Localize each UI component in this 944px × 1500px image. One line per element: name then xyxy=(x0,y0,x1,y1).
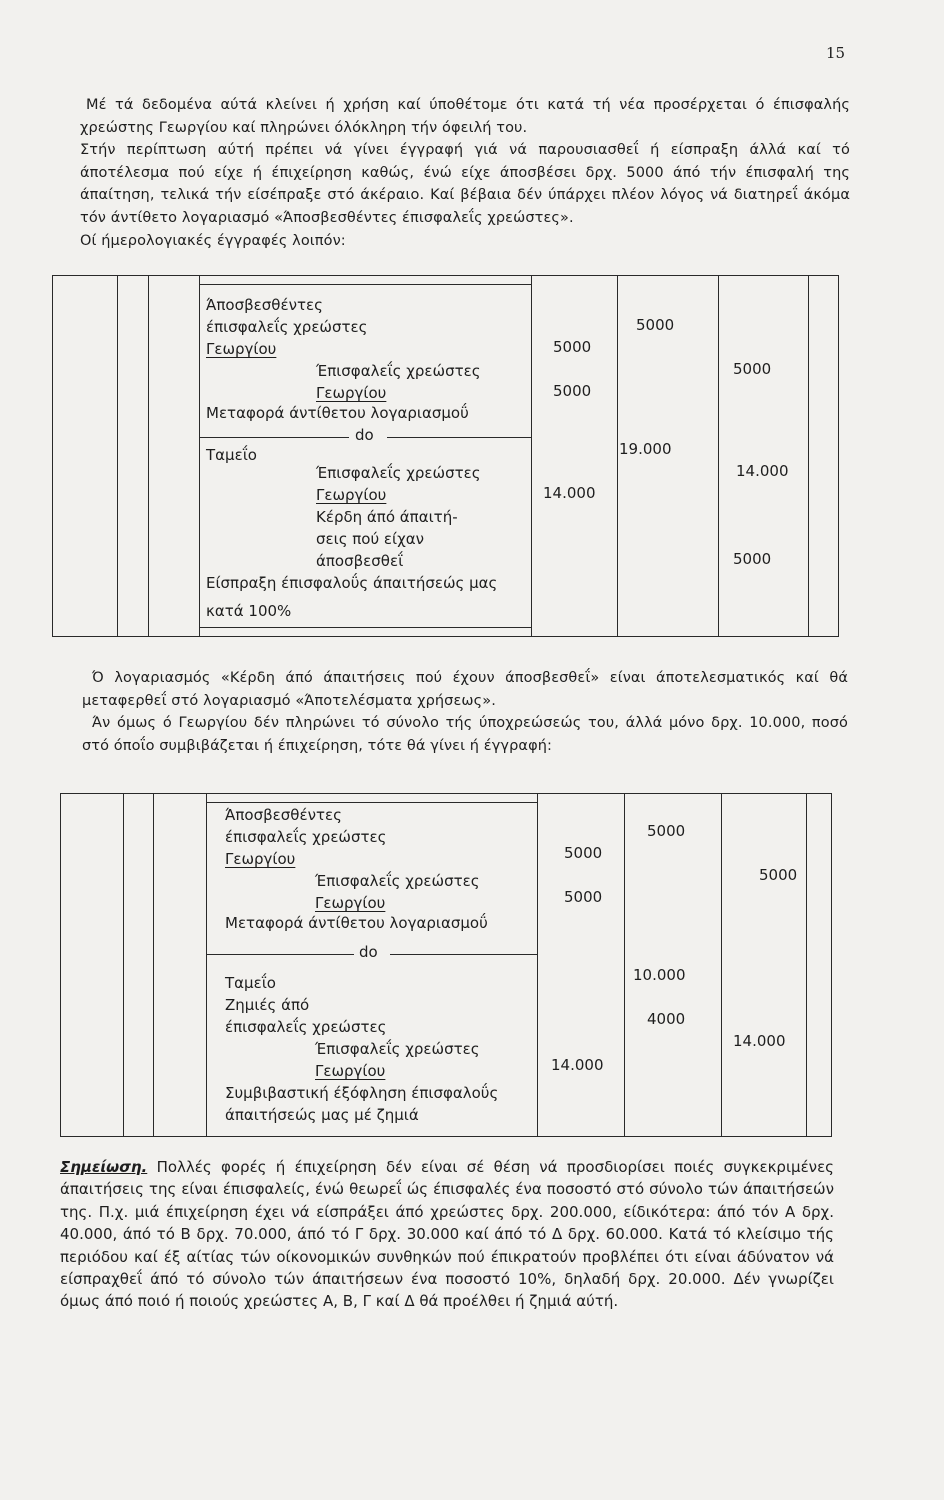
j1-a-credit-line2: Γεωργίου xyxy=(316,384,387,402)
j2-b-total-debit2: 4000 xyxy=(647,1010,686,1028)
page-number: 15 xyxy=(826,44,846,62)
j1-b-partial-credit: 14.000 xyxy=(543,484,596,502)
j2-a-credit-line1: Έπισφαλεΐς χρεώστες xyxy=(315,872,480,890)
j1-b-total-debit: 19.000 xyxy=(619,440,672,458)
j1-b-credit1-line1: Έπισφαλεΐς χρεώστες xyxy=(316,464,481,482)
j1-b-narration-line2: κατά 100% xyxy=(206,602,292,620)
journal-table-2 xyxy=(60,793,832,1137)
j2-separator: do xyxy=(359,943,378,961)
j1-b-debit-line1: Ταμεΐο xyxy=(206,446,257,464)
j1-a-debit-line1: Άποσβεσθέντες xyxy=(206,296,323,314)
note-text: Πολλές φορές ή έπιχείρηση δέν είναι σέ θέση νά προσδιορίσει ποιές συγκεκριμένες άπαιτήσεις της είναι έπισφαλείς, ένώ θεωρεΐ ώς έπισφαλές ένα ποσοστό στό σύνολο τών άπαιτήσεών της. Π.χ. μιά έπιχείρηση έχει νά είσπράξει άπό χρεώστες δρχ. 200.000, είδικότερα: άπό τόν Α δρχ. 40.000, άπό τό Β δρχ. 70.000, άπό τό Γ δρχ. 30.000 καί άπό τό Δ δρχ. 60.000. Κατά τό κλείσιμο τής περιόδου καί έξ αίτίας τών οίκονομικών συνθηκών πού έπικρατούν προβλέπει ότι είναι άδύνατον νά είσπραχθεΐ άπό τό σύνολο τών άπαιτήσεων ένα ποσοστό 10%, δηλαδή δρχ. 20.000. Δέν γνωρίζει όμως άπό ποιό ή ποιούς χρεώστες Α, Β, Γ καί Δ θά προέλθει ή ζημιά αύτή. xyxy=(60,1158,834,1311)
j2-a-partial-credit: 5000 xyxy=(564,888,603,906)
j2-a-debit-line3: Γεωργίου xyxy=(225,850,296,868)
middle-text xyxy=(82,667,848,757)
intro-paragraph-2: Στήν περίπτωση αύτή πρέπει νά γίνει έγγραφή γιά νά παρουσιασθεΐ ή είσπραξη άλλά καί τό άποτέλεσμα πού είχε ή έπιχείρηση καθώς, ένώ είχε άποσβέσει δρχ. 5000 άπό τήν έπισφαλή της άπαίτηση, τελικά τήν είσέπραξε στό άκέραιο. Καί βέβαια δέν ύπάρχει πλέον λόγος νά διατηρεΐ άκόμα τόν άντίθετο λογαριασμό «Άποσβεσθέντες έπισφαλεΐς χρεώστες». xyxy=(80,142,850,226)
j2-b-narration-line1: Συμβιβαστική έξόφληση έπισφαλοΰς xyxy=(225,1084,499,1102)
j1-b-credit2-line3: άποσβεσθεΐ xyxy=(316,552,404,570)
j1-a-debit-line2: έπισφαλεΐς χρεώστες xyxy=(206,318,368,336)
intro-paragraph-1: Μέ τά δεδομένα αύτά κλείνει ή χρήση καί ύποθέτομε ότι κατά τή νέα προσέρχεται ό έπισφαλής χρεώστης Γεωργίου καί πληρώνει όλόκληρη τήν όφειλή του. xyxy=(80,97,850,136)
j2-a-total-credit: 5000 xyxy=(759,866,798,884)
j2-b-debit1: Ταμεΐο xyxy=(225,974,276,992)
note-label: Σημείωση. xyxy=(60,1158,148,1176)
j1-a-total-debit: 5000 xyxy=(636,316,675,334)
j2-b-credit-line2: Γεωργίου xyxy=(315,1062,386,1080)
j2-a-debit-line1: Άποσβεσθέντες xyxy=(225,806,342,824)
j2-a-credit-line2: Γεωργίου xyxy=(315,894,386,912)
j2-a-partial-debit: 5000 xyxy=(564,844,603,862)
j2-b-debit2-line2: έπισφαλεΐς χρεώστες xyxy=(225,1018,387,1036)
j1-a-total-credit: 5000 xyxy=(733,360,772,378)
j2-a-narration: Μεταφορά άντίθετου λογαριασμοΰ xyxy=(225,914,488,932)
intro-text xyxy=(80,94,850,252)
intro-paragraph-3: Οί ήμερολογιακές έγγραφές λοιπόν: xyxy=(80,232,346,249)
j1-a-partial-credit: 5000 xyxy=(553,382,592,400)
middle-paragraph-2: Άν όμως ό Γεωργίου δέν πληρώνει τό σύνολο τής ύποχρεώσεώς του, άλλά μόνο δρχ. 10.000, ποσό στό όποΐο συμβιβάζεται ή έπιχείρηση, τότε θά γίνει ή έγγραφή: xyxy=(82,715,848,754)
j1-b-narration-line1: Είσπραξη έπισφαλοΰς άπαιτήσεώς μας xyxy=(206,574,498,592)
j2-b-narration-line2: άπαιτήσεώς μας μέ ζημιά xyxy=(225,1106,419,1124)
j2-a-debit-line2: έπισφαλεΐς χρεώστες xyxy=(225,828,387,846)
j2-b-debit2-line1: Ζημιές άπό xyxy=(225,996,310,1014)
j2-b-total-credit: 14.000 xyxy=(733,1032,786,1050)
j1-b-total-credit2: 5000 xyxy=(733,550,772,568)
note-paragraph xyxy=(60,1156,834,1313)
j2-b-partial-credit: 14.000 xyxy=(551,1056,604,1074)
middle-paragraph-1: Ό λογαριασμός «Κέρδη άπό άπαιτήσεις πού έχουν άποσβεσθεΐ» είναι άποτελεσματικός καί θά μεταφερθεΐ στό λογαριασμό «Άποτελέσματα χρήσεως». xyxy=(82,670,848,709)
j2-a-total-debit: 5000 xyxy=(647,822,686,840)
j1-a-narration: Μεταφορά άντίθετου λογαριασμοΰ xyxy=(206,404,469,422)
j1-b-credit2-line1: Κέρδη άπό άπαιτή- xyxy=(316,508,458,526)
j1-b-total-credit1: 14.000 xyxy=(736,462,789,480)
journal-table-1 xyxy=(52,275,839,637)
j1-b-credit1-line2: Γεωργίου xyxy=(316,486,387,504)
j1-a-partial-debit: 5000 xyxy=(553,338,592,356)
j2-b-total-debit1: 10.000 xyxy=(633,966,686,984)
j1-a-debit-line3: Γεωργίου xyxy=(206,340,277,358)
j1-b-credit2-line2: σεις πού είχαν xyxy=(316,530,425,548)
j2-b-credit-line1: Έπισφαλεΐς χρεώστες xyxy=(315,1040,480,1058)
j1-a-credit-line1: Έπισφαλεΐς χρεώστες xyxy=(316,362,481,380)
j1-separator: do xyxy=(355,426,374,444)
